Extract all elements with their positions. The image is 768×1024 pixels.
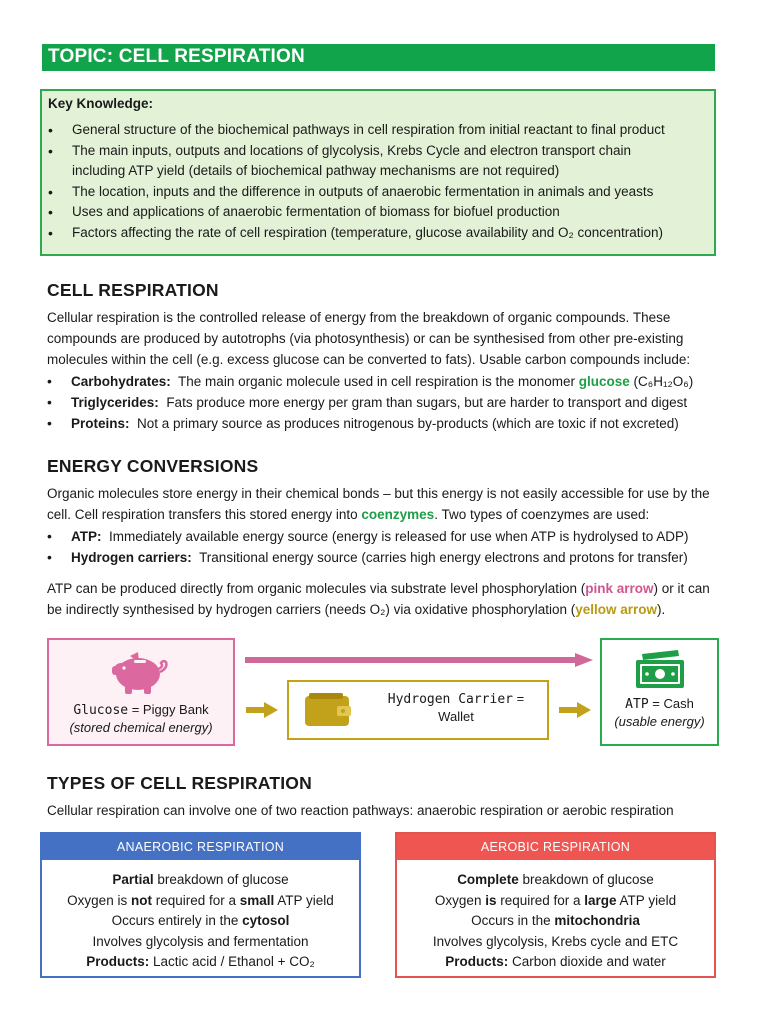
list-item [47,371,727,392]
key-knowledge-box [40,89,716,256]
item-text: Transitional energy source (carries high energy electrons and protons for transfer) [199,550,688,565]
section-heading: ENERGY CONVERSIONS [47,456,259,476]
card-line: Involves glycolysis and fermentation [92,933,309,949]
card-title: ANAEROBIC RESPIRATION [42,834,359,860]
bold-run: not [130,892,152,908]
term: Carbohydrates: [71,374,171,389]
energy-diagram [47,638,721,750]
types-section [47,773,727,821]
card-line [397,870,714,891]
list-item: • The main inputs, outputs and locations of glycolysis, Krebs Cycle and electron transport chain [48,141,706,162]
bold-run: large [584,892,617,908]
bold-run: Partial [112,872,154,887]
text-run: breakdown of glucose [518,872,654,887]
section-paragraph: Cellular respiration can involve one of two reaction pathways: anaerobic respiration or aerobic respiration [47,803,674,818]
glucose-name: Glucose [73,703,129,718]
glucose-label [49,701,233,719]
energy-conversions-section [47,456,727,620]
text-run: Lactic acid / Ethanol + CO₂ [149,954,315,969]
card-line: Involves glycolysis, Krebs cycle and ETC [432,933,679,949]
cash-icon [632,650,688,692]
text-run: Occurs in the [471,913,555,928]
bold-run: Complete [457,872,519,887]
bold-run: mitochondria [554,913,640,928]
bold-run: is [485,892,497,908]
coenzymes-list [47,526,727,568]
card-line [42,870,359,891]
card-body [42,860,359,973]
atp-note: (usable energy) [614,714,705,729]
text-run: ATP yield [274,892,334,908]
list-item [47,547,727,568]
section-paragraph: Cellular respiration is the controlled release of energy from the breakdown of organic compounds. These compounds are produced by autotrophs (via photosynthesis) or can be synthesised from other pre-existing molecules within the cell (e.g. excess glucose can be converted to fats). Usable carbon compounds include: [47,310,691,367]
list-item: • Factors affecting the rate of cell respiration (temperature, glucose availability and O₂ concentration) [48,223,706,244]
glucose-note: (stored chemical energy) [69,720,213,735]
list-item [47,413,727,434]
bold-run: Products: [445,954,509,969]
bold-run: Products: [86,954,150,969]
card-line [397,891,714,912]
text-run: Oxygen is [67,892,131,908]
carrier-name: Hydrogen Carrier [387,692,513,707]
atp-label [602,695,717,713]
bold-run: cytosol [242,913,290,928]
item-text: Not a primary source as produces nitrogenous by-products (which are toxic if not excreted) [137,416,679,431]
term: Hydrogen carriers: [71,550,192,565]
phosphorylation-paragraph [47,578,727,620]
text-run: ). [657,602,666,617]
card-line [397,911,714,932]
highlight-term: coenzymes [361,507,435,522]
card-title: AEROBIC RESPIRATION [397,834,714,860]
hydrogen-carrier-label [381,690,531,708]
glucose-equivalent: = Piggy Bank [128,702,209,717]
atp-name: ATP [625,697,649,712]
gold-arrow-right [559,702,591,718]
term: Proteins: [71,416,130,431]
item-text: Fats produce more energy per gram than sugars, but are harder to transport and digest [166,395,688,410]
pink-arrow-label: pink arrow [585,581,654,596]
cell-respiration-section [47,280,727,434]
pink-arrow [245,653,593,667]
card-line [42,911,359,932]
card-line [42,952,359,973]
term: Triglycerides: [71,395,159,410]
text-run: Carbon dioxide and water [508,954,666,969]
carrier-equivalent: = [513,691,525,706]
text-run: Occurs entirely in the [111,913,243,928]
section-heading: TYPES OF CELL RESPIRATION [47,773,312,793]
term: ATP: [71,529,102,544]
section-heading: CELL RESPIRATION [47,280,219,300]
item-text: Immediately available energy source (energy is released for use when ATP is hydrolysed to ADP) [109,529,689,544]
card-line [42,891,359,912]
anaerobic-card [40,832,361,978]
text-run: required for a [151,892,240,908]
list-item: • General structure of the biochemical pathways in cell respiration from initial reactant to final product [48,120,706,141]
carbon-compounds-list [47,371,727,434]
list-item: • Uses and applications of anaerobic fermentation of biomass for biofuel production [48,202,706,223]
gold-arrow-left [246,702,278,718]
topic-title: TOPIC: CELL RESPIRATION [42,44,715,71]
text-run: ATP yield [616,892,677,908]
item-text: The main organic molecule used in cell respiration is the monomer [178,374,579,389]
text-run: ATP can be produced directly from organic molecules via substrate level phosphorylation ( [47,581,586,596]
highlight-term: glucose [578,374,630,389]
text-run: Oxygen [434,892,486,908]
hydrogen-carrier-equivalent: Wallet [438,709,474,724]
text-run: required for a [496,892,585,908]
list-item [47,526,727,547]
atp-box [600,638,719,746]
list-item-continuation: including ATP yield (details of biochemical pathway mechanisms are not required) [72,163,560,178]
key-knowledge-title: Key Knowledge: [48,96,154,111]
text-run: . Two types of coenzymes are used: [434,507,650,522]
hydrogen-carrier-box [287,680,549,740]
wallet-icon [303,692,353,728]
bold-run: small [239,892,275,908]
piggy-bank-icon [108,648,174,698]
yellow-arrow-label: yellow arrow [575,602,658,617]
card-line [397,952,714,973]
list-item: • The location, inputs and the difference in outputs of anaerobic fermentation in animals and yeasts [48,182,706,203]
item-text: (C₆H₁₂O₆) [629,374,694,389]
atp-equivalent: = Cash [648,696,694,711]
aerobic-card [395,832,716,978]
text-run: ) or it can be indirectly synthesised by hydrogen carriers (needs O₂) via oxidative phosphorylation ( [47,581,710,617]
section-paragraph [47,483,727,525]
glucose-box [47,638,235,746]
card-body [397,860,714,973]
text-run: Organic molecules store energy in their chemical bonds – but this energy is not easily accessible for use by the cell. Cell respiration transfers this stored energy into [47,486,710,522]
key-knowledge-list [48,120,706,243]
text-run: breakdown of glucose [153,872,289,887]
list-item [47,392,727,413]
